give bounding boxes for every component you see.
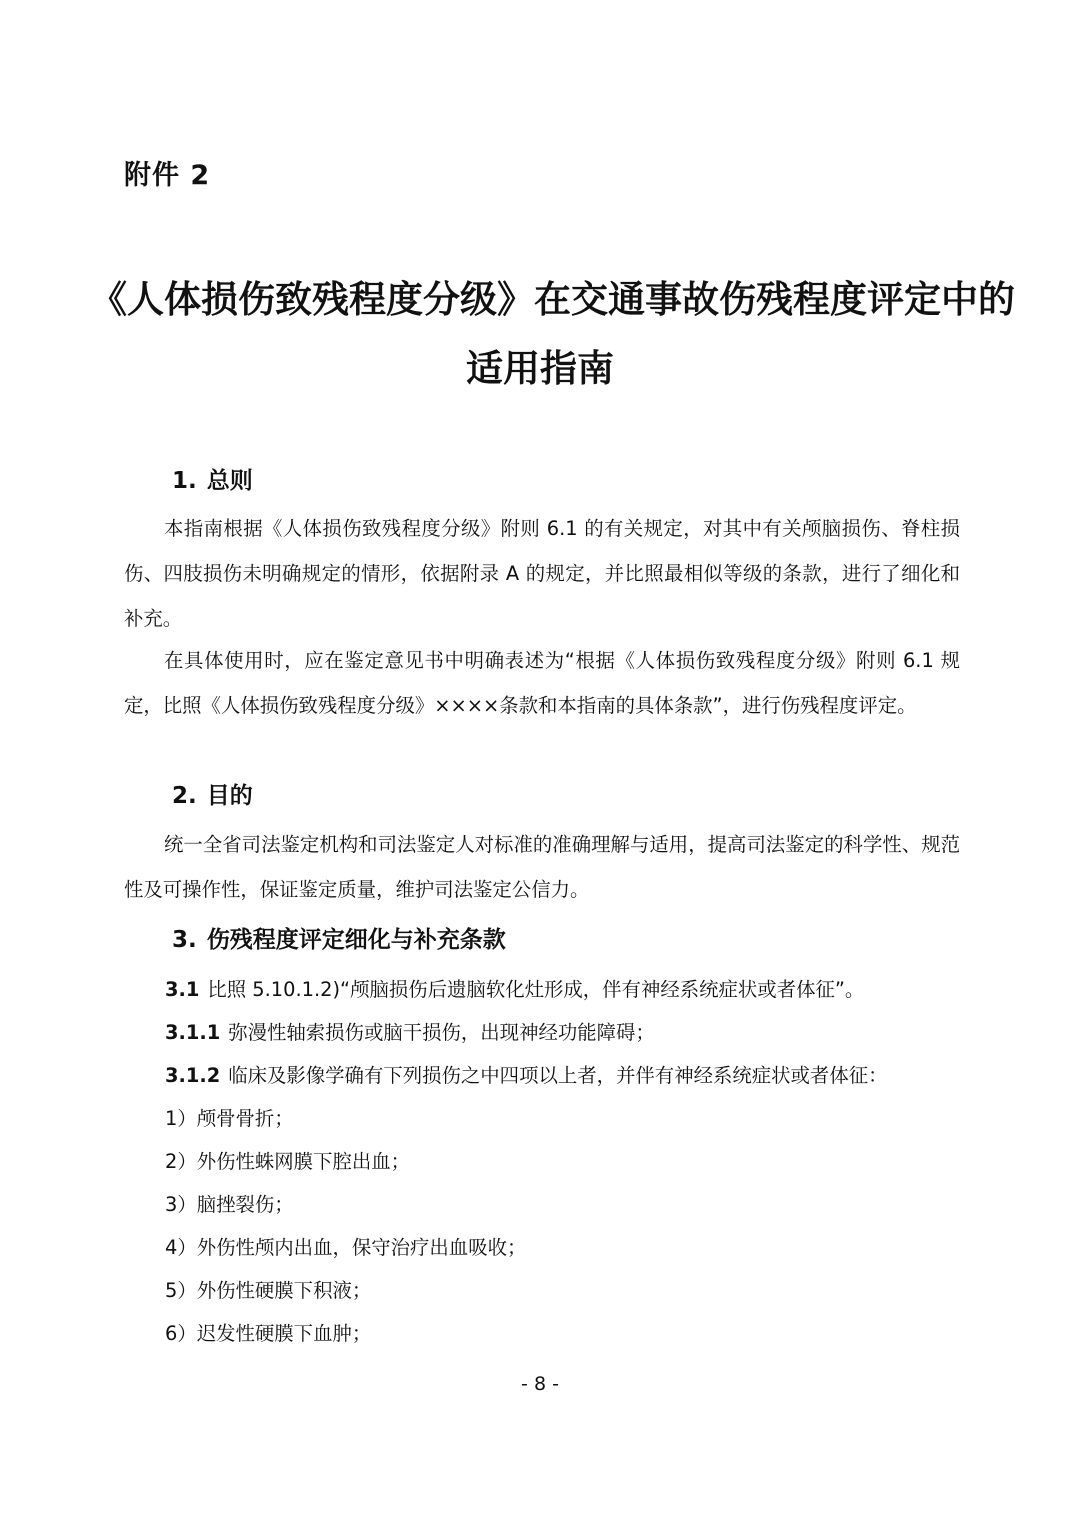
document-title-line-1: 《人体损伤致残程度分级》在交通事故伤残程度评定中的 (90, 278, 1015, 321)
clause-text: 弥漫性轴索损伤或脑干损伤，出现神经功能障碍； (228, 1021, 655, 1044)
section-title: 目的 (206, 783, 253, 809)
section-number: 2. (172, 783, 197, 809)
section-heading-general (172, 466, 253, 496)
section-heading-purpose (172, 781, 253, 811)
clause-3-1-1 (165, 1018, 655, 1048)
clause-code: 3.1.2 (165, 1064, 221, 1087)
paragraph-general-1: 本指南根据《人体损伤致残程度分级》附则 6.1 的有关规定，对其中有关颅脑损伤、脊柱损伤、四肢损伤未明确规定的情形，依据附录 A 的规定，并比照最相似等级的条款，进行了细化和补充。 (124, 517, 960, 630)
list-item: 2）外伤性蛛网膜下腔出血； (165, 1150, 411, 1173)
clause-code: 3.1 (165, 978, 200, 1001)
clause-code: 3.1.1 (165, 1021, 221, 1044)
section-number: 3. (172, 927, 197, 953)
list-item: 6）迟发性硬膜下血肿； (165, 1322, 372, 1345)
clause-3-1 (165, 975, 864, 1005)
clause-3-1-2 (165, 1061, 888, 1091)
section-title: 伤残程度评定细化与补充条款 (206, 927, 506, 953)
paragraph-purpose: 统一全省司法鉴定机构和司法鉴定人对标准的准确理解与适用，提高司法鉴定的科学性、规范性及可操作性，保证鉴定质量，维护司法鉴定公信力。 (124, 833, 960, 901)
paragraph-general-2: 在具体使用时，应在鉴定意见书中明确表述为“根据《人体损伤致残程度分级》附则 6.1 规定，比照《人体损伤致残程度分级》××××条款和本指南的具体条款”，进行伤残程度评定。 (124, 649, 960, 717)
clause-text: 比照 5.10.1.2)“颅脑损伤后遗脑软化灶形成，伴有神经系统症状或者体征”。 (207, 978, 865, 1001)
clause-text: 临床及影像学确有下列损伤之中四项以上者，并伴有神经系统症状或者体征： (228, 1064, 888, 1087)
section-heading-clauses (172, 925, 506, 955)
list-item: 5）外伤性硬膜下积液； (165, 1279, 372, 1302)
attachment-label: 附件 2 (124, 160, 211, 191)
page-number: - 8 - (521, 1373, 559, 1395)
list-item: 4）外伤性颅内出血，保守治疗出血吸收； (165, 1236, 527, 1259)
list-item: 3）脑挫裂伤； (165, 1193, 294, 1216)
section-title: 总则 (206, 468, 253, 494)
section-number: 1. (172, 468, 197, 494)
document-title-line-2: 适用指南 (466, 347, 614, 390)
list-item: 1）颅骨骨折； (165, 1107, 294, 1130)
